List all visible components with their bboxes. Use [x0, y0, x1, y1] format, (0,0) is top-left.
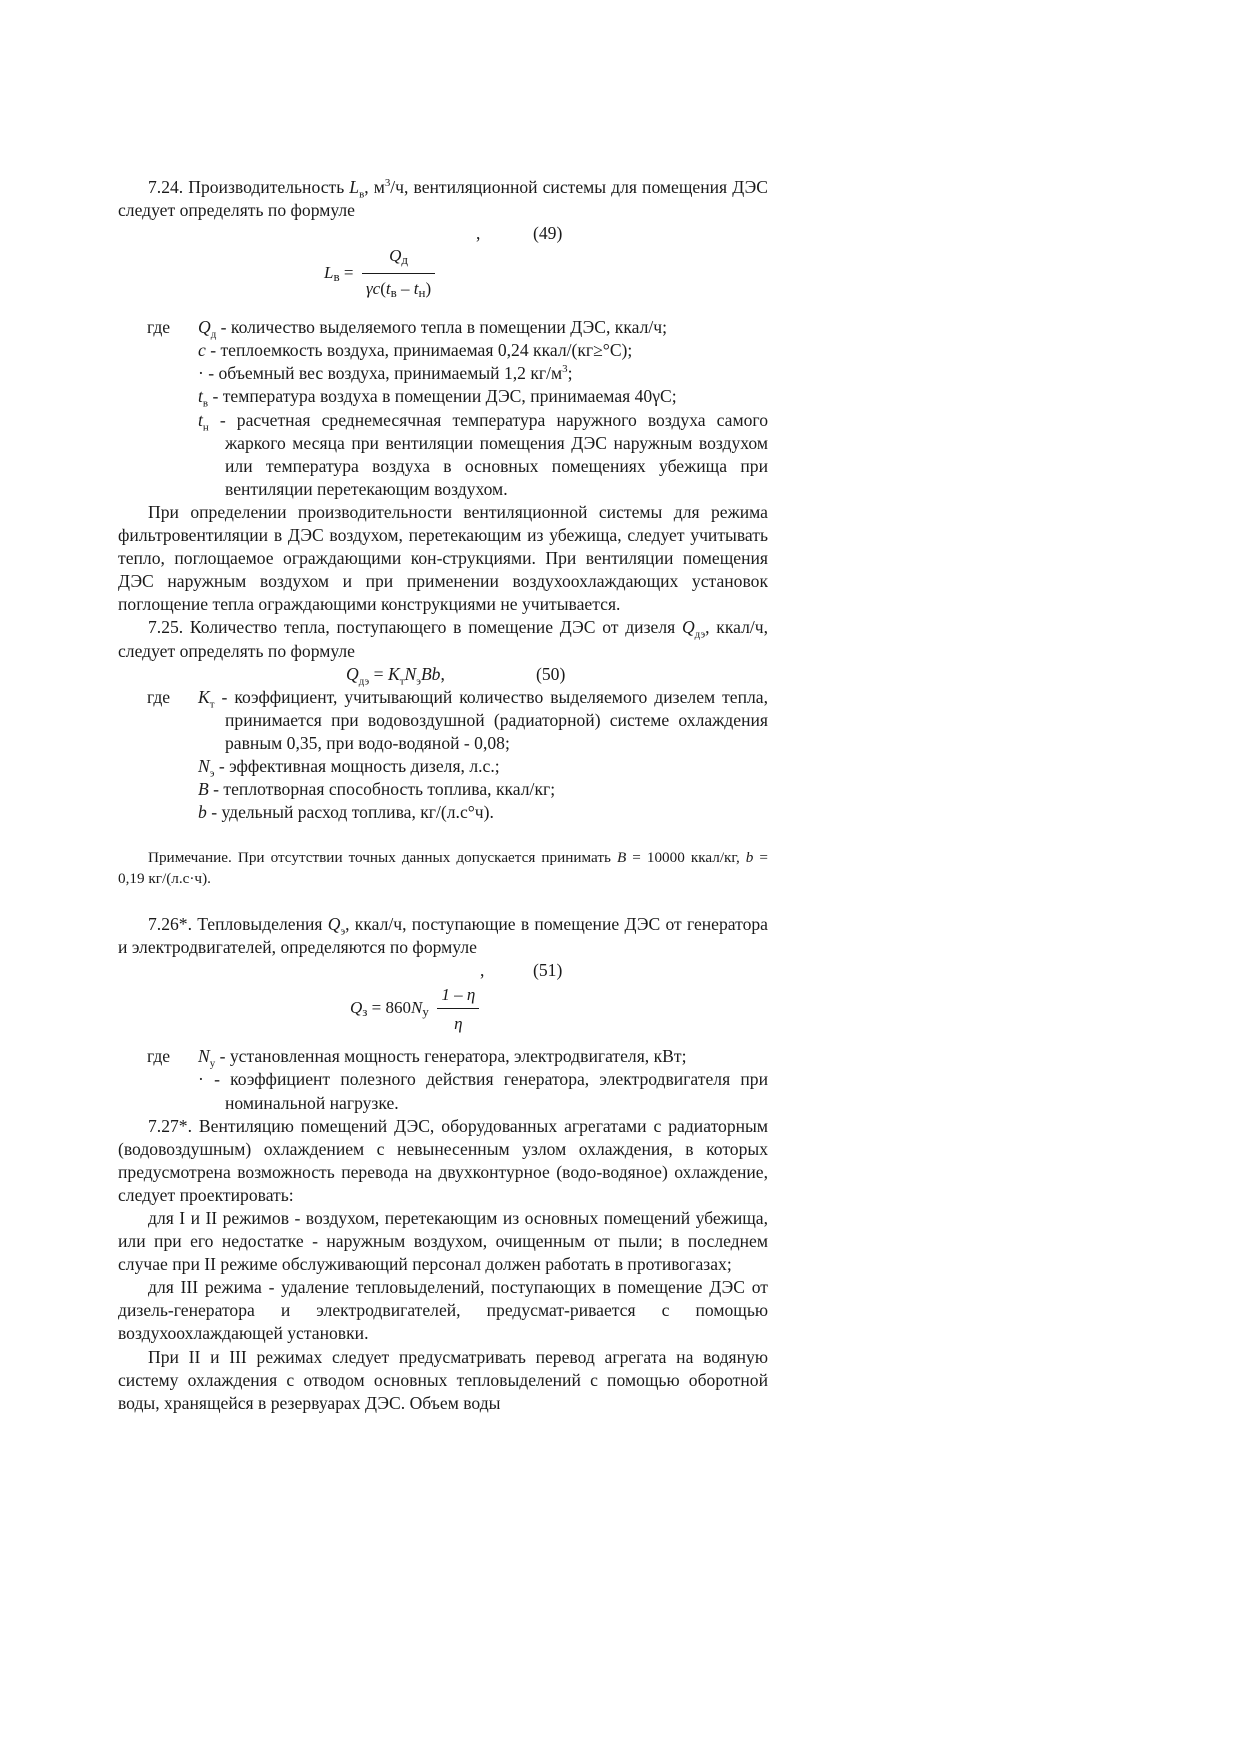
text: Примечание. При отсутствии точных данных допускается принимать [148, 849, 617, 867]
variable: N [411, 997, 423, 1017]
note [118, 847, 768, 889]
text: - удельный расход топлива, кг/(л.с°ч). [206, 802, 494, 823]
subscript: в [202, 397, 209, 410]
equation-number: (50) [536, 663, 566, 684]
paragraph-mode-2-3: При II и III режимах следует предусматривать перевод агрегата на водяную систему охлаждения с отводом основных тепловыделений с помощью оборотной воды, хранящейся в резервуарах ДЭС. Объем воды [118, 1346, 768, 1413]
denominator: η [454, 1014, 463, 1034]
legend-item [118, 385, 768, 408]
text: , м [364, 177, 385, 197]
subscript: э [340, 925, 346, 938]
legend-item [118, 409, 768, 501]
legend-50 [118, 686, 768, 825]
numerator: 1 – η [441, 985, 476, 1005]
text: , ккал/ч, следует определять по формуле [118, 617, 768, 661]
subscript: в [390, 285, 397, 301]
variable: K [198, 686, 210, 707]
text: - установленная мощность генератора, электродвигателя, кВт; [215, 1046, 687, 1067]
legend-item [118, 778, 768, 801]
subscript: т [399, 675, 405, 688]
variable: B [198, 778, 209, 799]
variable: t [413, 279, 419, 299]
paragraph-7-26 [118, 913, 768, 959]
text: ; [567, 363, 573, 384]
variable: b [745, 849, 754, 867]
formula-body [350, 983, 479, 1035]
paragraph-mode-3: для III режима - удаление тепловыделений, поступающих в помещение ДЭС от дизель-генератора и электродвигателей, предусмат-ривается с помощью воздухоохлаждающей установки. [118, 1277, 768, 1344]
variable: t [198, 386, 203, 407]
subscript: у [209, 1057, 216, 1070]
variable: · [198, 1069, 204, 1090]
legend-51 [118, 1045, 768, 1114]
minus-sign: – [401, 279, 410, 299]
superscript: 3 [384, 177, 391, 190]
equals-sign: = 860 [371, 997, 412, 1017]
variable: B [616, 849, 627, 867]
formula-50 [118, 663, 768, 686]
variable: t [198, 409, 203, 430]
legend-item [118, 1045, 768, 1068]
formula-label: , [476, 223, 481, 244]
legend-item [118, 755, 768, 778]
equation-number: (51) [533, 960, 563, 981]
text: - температура воздуха в помещении ДЭС, принимаемая 40γС; [208, 386, 677, 407]
paragraph-7-24 [118, 176, 768, 222]
variable: t [385, 279, 391, 299]
text: , ккал/ч, поступающие в помещение ДЭС от генератора и электродвигателей, определяются по формуле [118, 914, 768, 958]
formula-body [324, 244, 435, 304]
legend-item [118, 339, 768, 362]
formula-body [346, 663, 445, 686]
subscript: т [209, 698, 215, 711]
variable: · [198, 363, 204, 384]
variable: Q [327, 914, 341, 935]
fraction: $\frac{Qд}{\gamma c(tв - tн)}$ [362, 244, 435, 304]
subscript: в [359, 188, 365, 201]
subscript: н [418, 285, 426, 301]
paragraph-7-27: 7.27*. Вентиляцию помещений ДЭС, оборудованных агрегатами с радиаторным (водовоздушным) охлаждением с невынесенным узлом охлаждения, в которых предусмотрена возможность перевода на двухконтурное (водо-водяное) охлаждение, следует проектировать: [118, 1115, 768, 1205]
subscript: з [362, 1003, 368, 1019]
legend-49 [118, 316, 768, 501]
equals-sign: = [369, 663, 388, 684]
variable: L [324, 262, 334, 282]
variable: K [387, 663, 400, 684]
legend-item [118, 686, 768, 755]
legend-item [118, 1068, 768, 1114]
variable: N [198, 755, 210, 776]
variable: L [349, 177, 360, 197]
text: - коэффициент, учитывающий количество выделяемого дизелем тепла, принимается при водовоздушной (радиаторной) системе охлаждения равным 0,35, при водо-водяной - 0,08; [214, 686, 768, 753]
equation-number: (49) [533, 223, 563, 244]
text: - эффективная мощность дизеля, л.с.; [214, 755, 500, 776]
equals-sign: = [343, 262, 354, 282]
formula-49 [118, 222, 768, 314]
text: - теплотворная способность топлива, ккал/кг; [208, 778, 556, 799]
where-word: где [147, 686, 171, 707]
paragraph-filter-ventilation: При определении производительности вентиляционной системы для режима фильтровентиляции в ДЭС воздухом, перетекающим из убежища, следует учитывать тепло, поглощаемое ограждающими кон-струкциями. При вентиляции помещения ДЭС наружным воздухом и при применении воздухоохлаждающих установок поглощение тепла ограждающими конструкциями не учитывается. [118, 501, 768, 615]
subscript: дэ [694, 628, 706, 641]
variable: b [198, 802, 207, 823]
text: - коэффициент полезного действия генератора, электродвигателя при номинальной нагрузке. [203, 1069, 768, 1113]
text: /ч, вентиляционной системы для помещения ДЭС следует определять по формуле [118, 177, 768, 221]
legend-item [118, 362, 768, 385]
variable: с [198, 340, 206, 361]
formula-label: , [480, 960, 485, 981]
paragraph-7-25 [118, 616, 768, 662]
where-word: где [147, 1046, 171, 1067]
text: - теплоемкость воздуха, принимаемая 0,24 ккал/(кг≥°С); [205, 340, 633, 361]
superscript: 3 [562, 363, 568, 376]
text: 7.25. Количество тепла, поступающего в помещение ДЭС от дизеля [148, 617, 682, 638]
subscript: э [209, 767, 215, 780]
variable: Q [346, 663, 359, 684]
subscript: д [401, 252, 408, 268]
variable: Q [350, 997, 363, 1017]
text: = 0,19 кг/(л.с·ч). [118, 849, 768, 888]
document-page [118, 176, 768, 1415]
subscript: у [422, 1003, 429, 1019]
subscript: в [333, 268, 340, 284]
variable: γc [365, 279, 381, 299]
text: , [440, 663, 445, 684]
legend-item [118, 316, 768, 339]
subscript: н [202, 421, 209, 434]
text: = 10000 ккал/кг, [626, 849, 746, 867]
variable: Bb [420, 663, 441, 684]
text: 7.26*. Тепловыделения [148, 914, 328, 935]
legend-item [118, 801, 768, 824]
fraction [437, 983, 479, 1035]
variable: N [198, 1046, 210, 1067]
subscript: дэ [358, 675, 370, 688]
subscript: д [210, 328, 217, 341]
formula-51 [118, 959, 768, 1045]
variable: N [404, 663, 417, 684]
text: 7.24. Производительность [148, 177, 350, 197]
text: - количество выделяемого тепла в помещении ДЭС, ккал/ч; [216, 317, 668, 338]
variable: Q [681, 617, 695, 638]
variable: Q [198, 317, 211, 338]
variable: Q [389, 246, 402, 266]
text: - расчетная среднемесячная температура наружного воздуха самого жаркого месяца при вентиляции помещения ДЭС наружным воздухом или температура воздуха в основных помещениях убежища при вентиляции перетекающим воздухом. [208, 409, 768, 499]
subscript: э [416, 675, 421, 688]
paragraph-mode-1-2: для I и II режимов - воздухом, перетекающим из основных помещений убежища, или при его недостатке - наружным воздухом, очищенным от пыли; в последнем случае при II режиме обслуживающий персонал должен работать в противогазах; [118, 1208, 768, 1275]
where-word: где [147, 317, 171, 338]
text: - объемный вес воздуха, принимаемый 1,2 кг/м [203, 363, 563, 384]
